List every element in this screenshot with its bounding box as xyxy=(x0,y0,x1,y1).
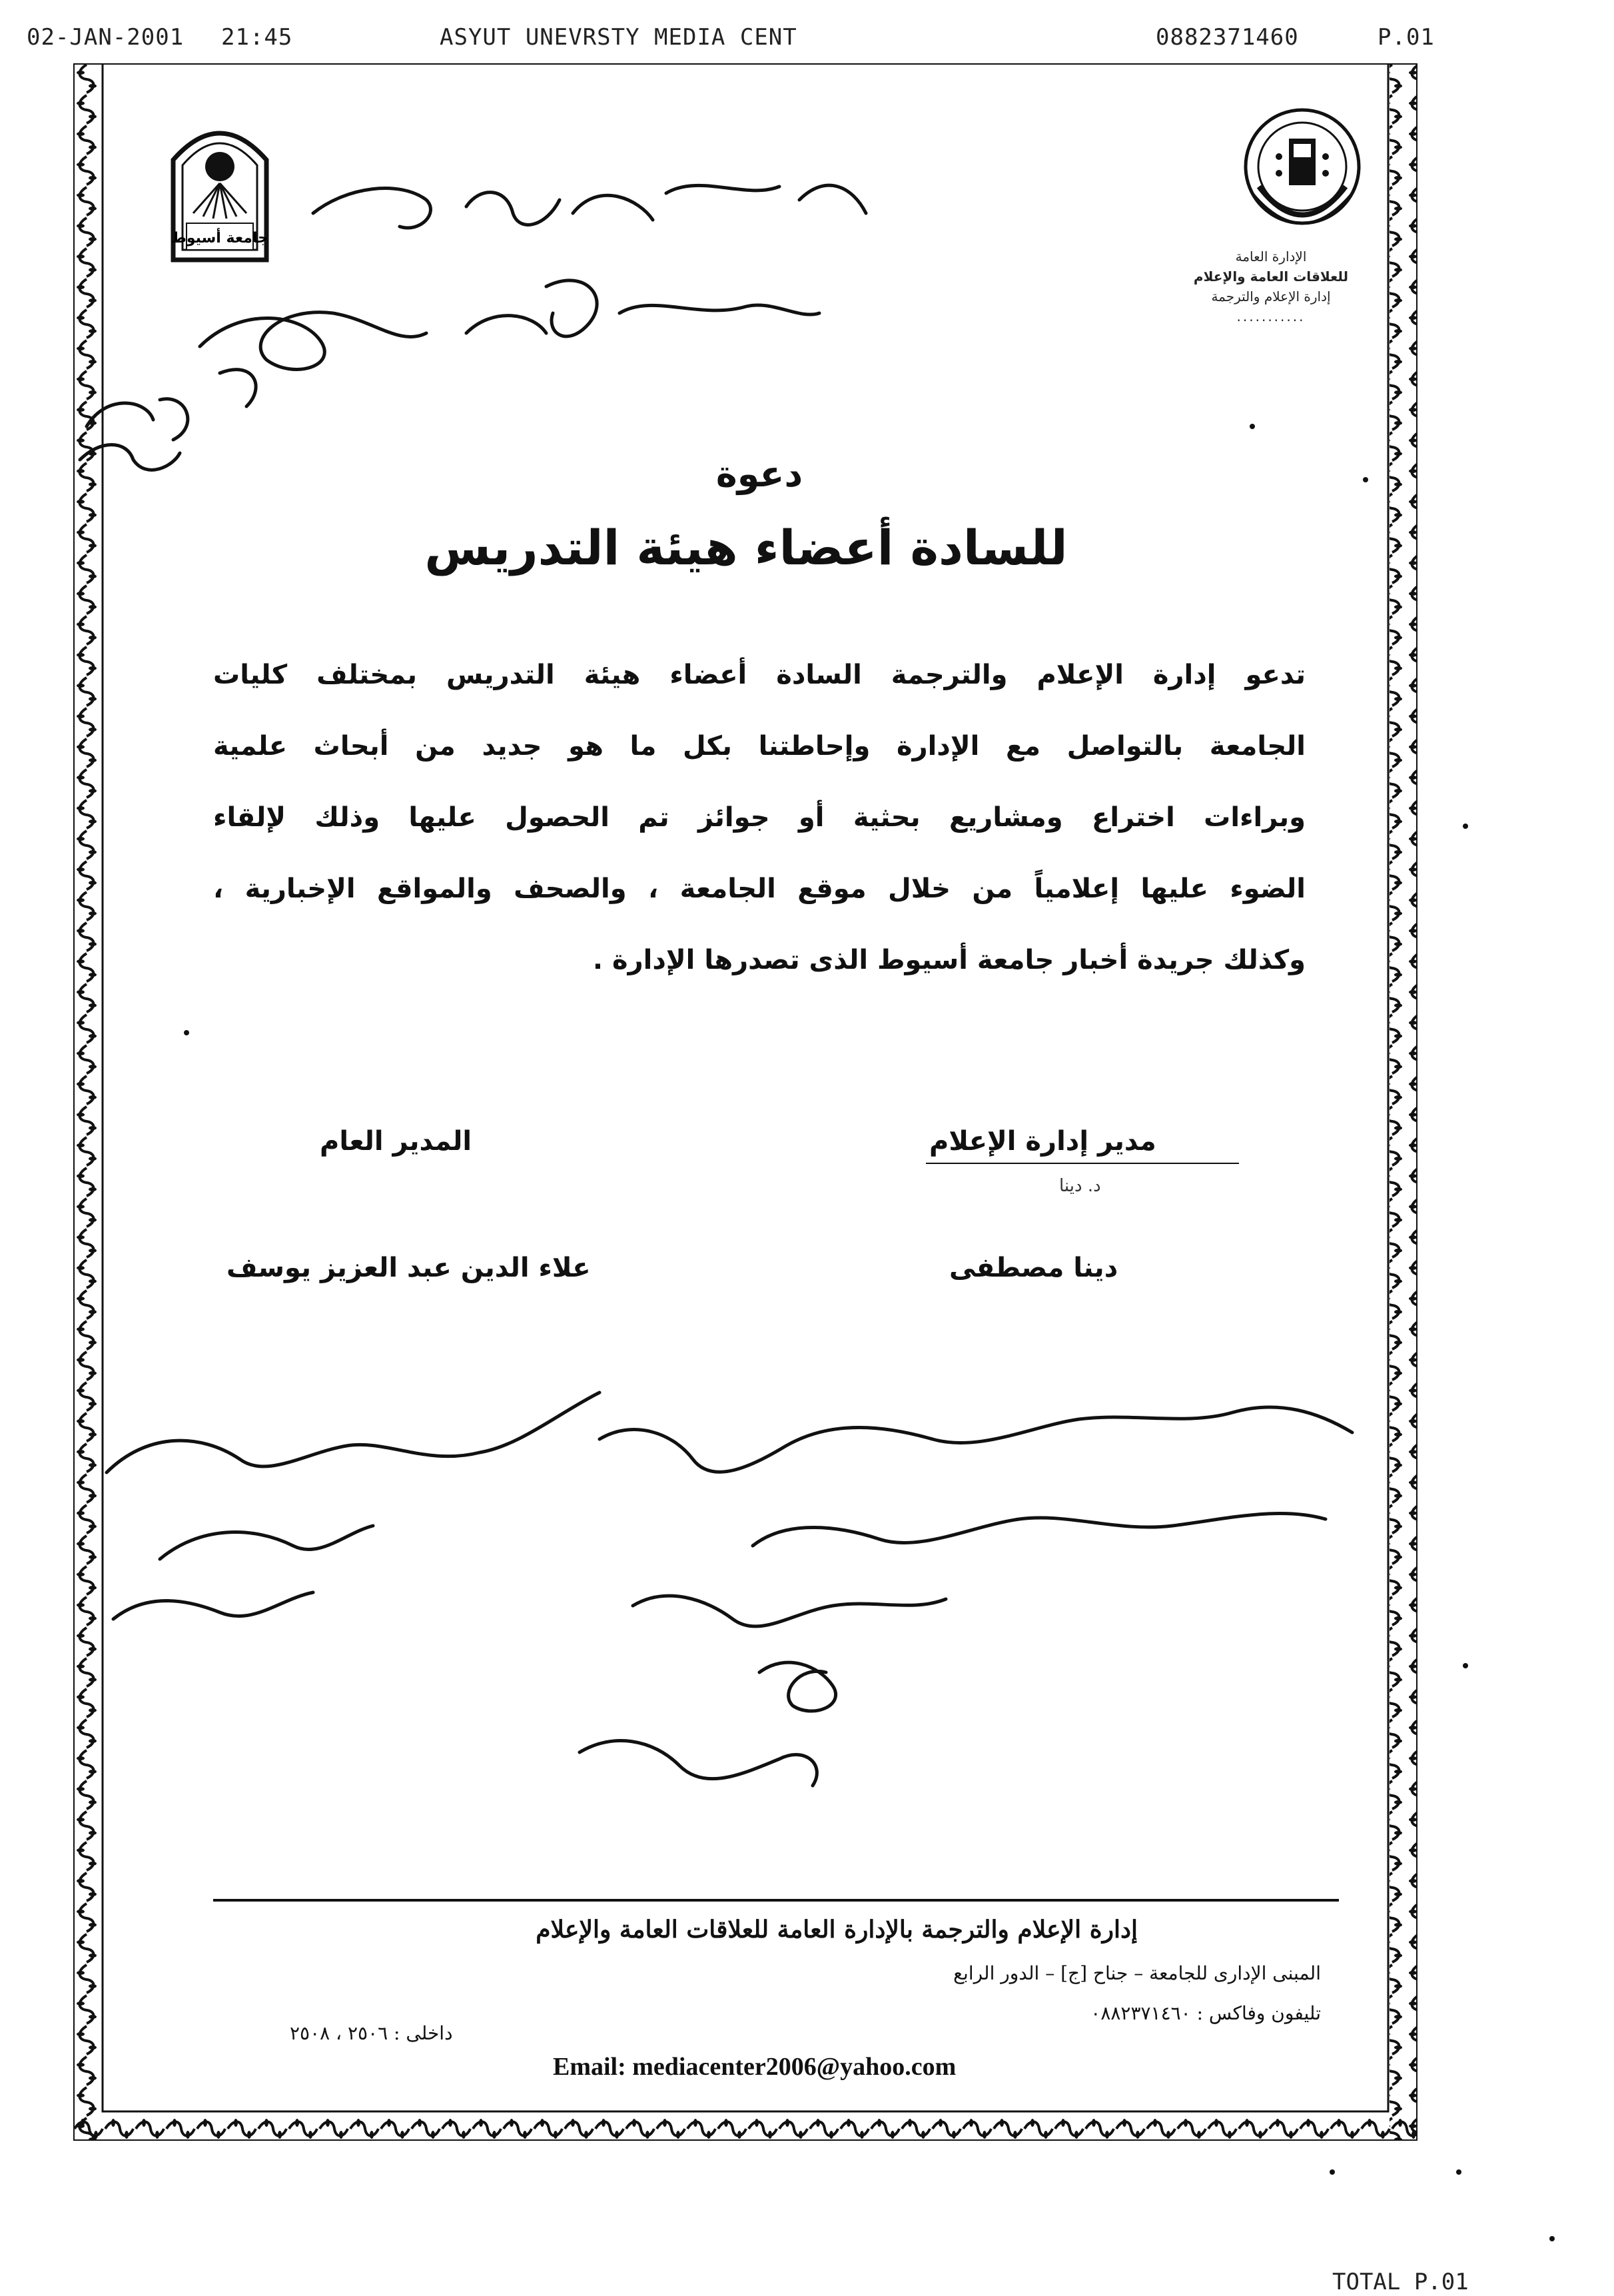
dept-line-4: ........... xyxy=(1236,308,1306,324)
dept-line-2: للعلاقات العامة والإعلام xyxy=(1193,269,1349,285)
fax-header xyxy=(0,12,1614,59)
footer-extension: داخلى : ٢٥٠٦ ، ٢٥٠٨ xyxy=(290,2022,453,2044)
fax-page: P.01 xyxy=(1378,24,1435,51)
letter-body xyxy=(213,640,1306,996)
footer-divider xyxy=(213,1899,1339,1902)
media-director-name: دينا مصطفى xyxy=(949,1253,1118,1283)
dept-line-1: الإدارة العامة xyxy=(1235,249,1307,265)
body-line: تدعو إدارة الإعلام والترجمة السادة أعضاء هيئة التدريس بمختلف كليات xyxy=(213,660,1306,690)
fax-phone: 0882371460 xyxy=(1156,24,1299,51)
footer-phone: تليفون وفاكس : ٠٨٨٢٣٧١٤٦٠ xyxy=(1090,2002,1321,2024)
footer-address: المبنى الإدارى للجامعة – جناح [ج] – الدور الرابع xyxy=(953,1962,1321,1984)
general-manager-title: المدير العام xyxy=(320,1126,472,1157)
body-line: وكذلك جريدة أخبار جامعة أسيوط الذى تصدرها الإدارة . xyxy=(592,945,1306,975)
body-line: وبراءات اختراع ومشاريع بحثية أو جوائز تم الحصول عليها وذلك لإلقاء xyxy=(213,802,1306,833)
footer-email: Email: mediacenter2006@yahoo.com xyxy=(553,2053,957,2081)
logo-text: جامعة أسيوط xyxy=(171,230,268,247)
fax-sender: ASYUT UNEVRSTY MEDIA CENT xyxy=(440,24,797,51)
body-line: الضوء عليها إعلامياً من خلال موقع الجامعة ، والصحف والمواقع الإخبارية ، xyxy=(213,873,1306,904)
general-manager-name: علاء الدين عبد العزيز يوسف xyxy=(226,1253,591,1283)
invitation-label: دعوة xyxy=(715,453,803,495)
university-logo xyxy=(167,113,273,267)
fax-time: 21:45 xyxy=(221,24,293,51)
department-block xyxy=(1151,247,1391,326)
signature-rule xyxy=(926,1163,1239,1164)
decorative-border xyxy=(73,63,1417,2141)
fax-date: 02-JAN-2001 xyxy=(27,24,185,51)
footer-department: إدارة الإعلام والترجمة بالإدارة العامة للعلاقات العامة والإعلام xyxy=(536,1916,1138,1944)
dept-line-3: إدارة الإعلام والترجمة xyxy=(1211,288,1331,304)
page-title: للسادة أعضاء هيئة التدريس xyxy=(424,520,1068,576)
seal-emblem xyxy=(1232,100,1386,260)
fax-total-pages: TOTAL P.01 xyxy=(1332,2269,1469,2295)
media-director-initials: د. دينا xyxy=(1059,1176,1101,1196)
body-line: الجامعة بالتواصل مع الإدارة وإحاطتنا بكل ما هو جديد من أبحاث علمية xyxy=(213,731,1306,762)
media-director-title: مدير إدارة الإعلام xyxy=(929,1126,1156,1157)
